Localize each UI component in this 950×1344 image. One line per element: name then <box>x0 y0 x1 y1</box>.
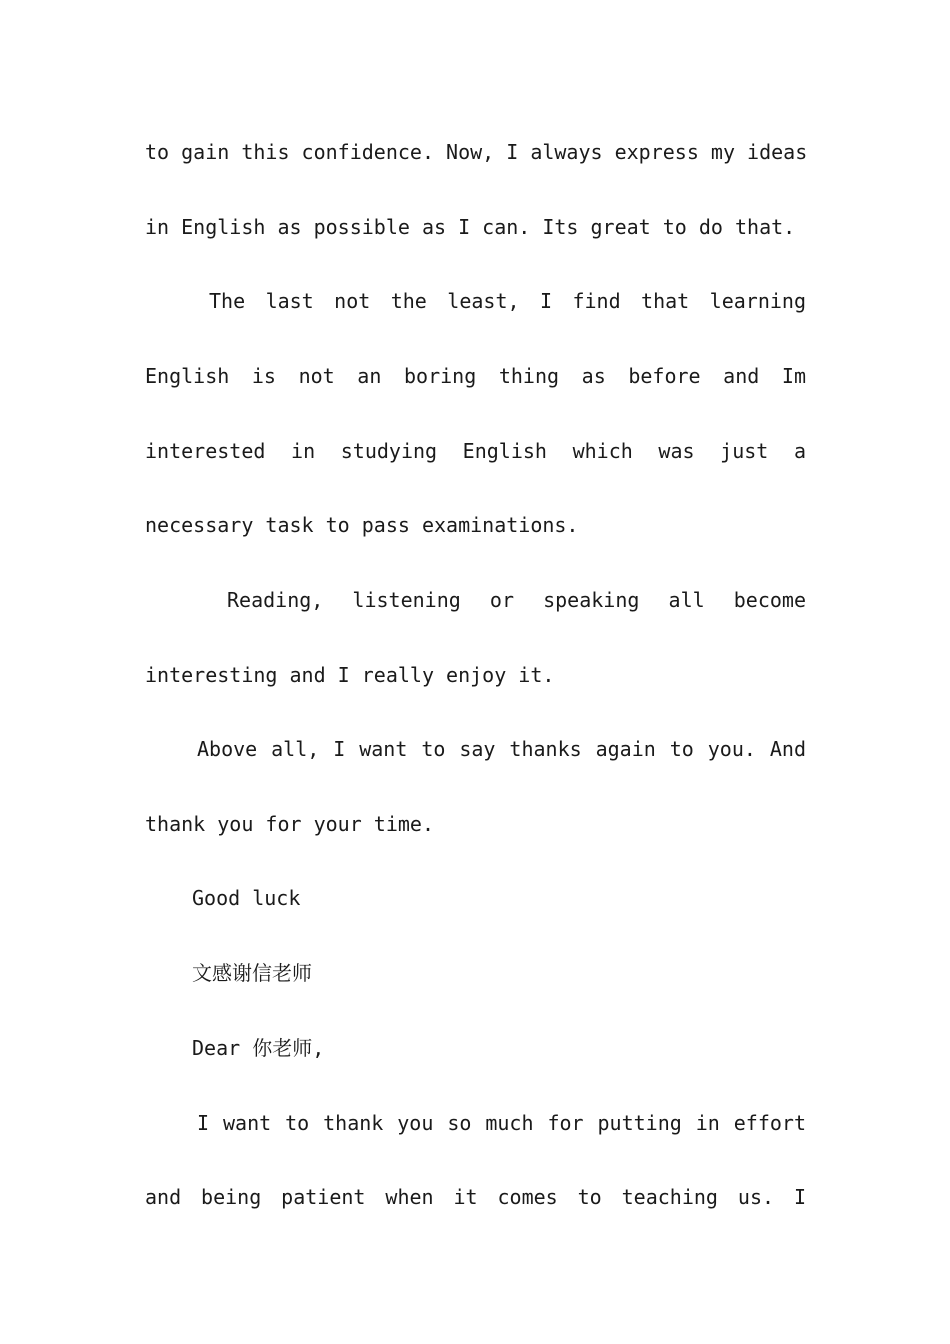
text-line: thank you for your time. <box>145 812 434 836</box>
paragraph-start-line: Above all, I want to say thanks again to you. And <box>197 737 806 761</box>
text-line: interesting and I really enjoy it. <box>145 663 555 687</box>
text-line: necessary task to pass examinations. <box>145 513 579 537</box>
text-line: and being patient when it comes to teaching us. I <box>145 1185 806 1209</box>
text-line: interested in studying English which was just a <box>145 439 806 463</box>
paragraph-start-line: The last not the least, I find that learning <box>209 289 806 313</box>
text-line: in English as possible as I can. Its great to do that. <box>145 215 796 239</box>
text-line: English is not an boring thing as before and Im <box>145 364 806 388</box>
text-line: to gain this confidence. Now, I always express my ideas <box>145 140 808 164</box>
salutation-line: Dear 你老师, <box>192 1036 325 1060</box>
closing-line: Good luck <box>192 886 301 910</box>
paragraph-start-line: Reading, listening or speaking all become <box>227 588 806 612</box>
paragraph-start-line: I want to thank you so much for putting in effort <box>197 1111 806 1135</box>
section-heading: 文感谢信老师 <box>192 961 312 985</box>
